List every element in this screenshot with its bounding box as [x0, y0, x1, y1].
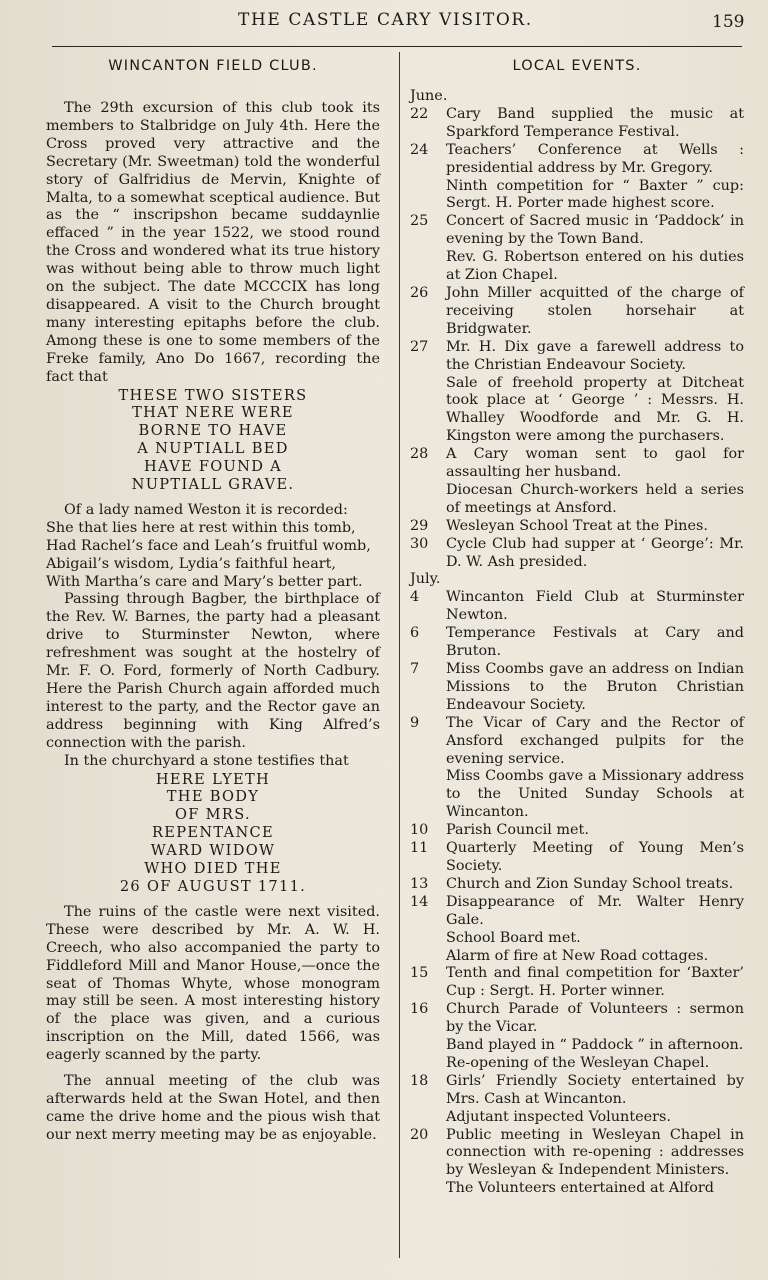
event-text: Church and Zion Sunday School treats. [446, 875, 734, 892]
right-column [410, 58, 744, 1198]
event-text: Tenth and final competition for ‘Baxter’ Cup : Sergt. H. Porter winner. [446, 965, 744, 1000]
event-text: Church Parade of Volunteers : sermon by the Vicar. [446, 1001, 744, 1036]
event-subitem: School Board met. [446, 929, 581, 946]
event-day: 18 [410, 1072, 429, 1089]
event-subitem: The Volunteers entertained at Alford [446, 1180, 714, 1197]
event-entry [410, 339, 744, 375]
churchyard-paragraph: In the churchyard a stone testifies that [64, 752, 349, 769]
event-text: Cary Band supplied the music at Sparkford Temperance Festival. [446, 105, 744, 140]
verse-line: Abigail’s wisdom, Lydia’s faithful heart, [46, 555, 337, 572]
event-text: A Cary woman sent to gaol for assaulting her husband. [446, 446, 744, 481]
event-day: 30 [410, 535, 429, 552]
event-entry [410, 1073, 744, 1109]
event-entry [410, 142, 744, 178]
june-events [410, 106, 744, 572]
event-day: 24 [410, 141, 429, 158]
inscription-line: A NUPTIALL BED [137, 440, 289, 458]
event-entry [410, 822, 744, 840]
event-subitem: Sale of freehold property at Ditcheat took place at ‘ George ’ : Messrs. H. Whalley Woodforde and Mr. G. H. Kingston were among the purchasers. [446, 374, 744, 445]
event-day: 29 [410, 517, 429, 534]
event-entry [410, 1127, 744, 1181]
inscription-line: HAVE FOUND A [143, 458, 282, 476]
event-subitem: Re-opening of the Wesleyan Chapel. [446, 1054, 710, 1071]
event-subitem: Band played in “ Paddock ” in afternoon. [446, 1037, 744, 1054]
event-day: 9 [410, 714, 420, 731]
event-day: 27 [410, 338, 429, 355]
repentance-inscription [46, 771, 380, 896]
event-text: Temperance Festivals at Cary and Bruton. [446, 625, 744, 660]
inscription-line: WHO DIED THE [144, 860, 282, 878]
event-day: 22 [410, 105, 429, 122]
inscription-line: WARD WIDOW [150, 842, 276, 860]
event-entry [410, 285, 744, 339]
event-day: 4 [410, 589, 420, 606]
annual-meeting-paragraph: The annual meeting of the club was afterwards held at the Swan Hotel, and then came the drive home and the pious wish that our next merry meeting may be as enjoyable. [46, 1073, 380, 1143]
event-text: Parish Council met. [446, 822, 589, 839]
inscription-line: BORNE TO HAVE [138, 422, 288, 440]
verse-line: With Martha’s care and Mary’s better part. [46, 573, 363, 590]
intro-paragraph: The 29th excursion of this club took its members to Stalbridge on July 4th. Here the Cross proved very attractive and the Secretary (Mr. Sweetman) told the wonderful story of Galfridius de Mervin, Knighte of Malta, to a somewhat sceptical audience. But as the “ inscripshon became suddaynlie effaced ” in the year 1522, we stood round the Cross and wondered what its true history was without being able to throw much light on the subject. The date MCCCIX has long disappeared. A visit to the Church brought many interesting epitaphs before the club. Among these is one to some members of the Freke family, Ano Do 1667, recording the fact that [46, 100, 380, 385]
event-entry [410, 213, 744, 249]
event-text: Public meeting in Wesleyan Chapel in connection with re-opening : addresses by Wesleyan & Independent Ministers. [446, 1126, 744, 1179]
june-label: June. [410, 88, 448, 104]
event-entry [410, 446, 744, 482]
event-entry [410, 715, 744, 769]
event-day: 7 [410, 661, 420, 677]
event-text: Miss Coombs gave an address on Indian Missions to the Bruton Christian Endeavour Society. [446, 661, 744, 713]
event-subitem: Rev. G. Robertson entered on his duties at Zion Chapel. [446, 249, 744, 284]
event-text: Wincanton Field Club at Sturminster Newton. [446, 589, 744, 624]
event-day: 28 [410, 446, 429, 463]
page-number: 159 [712, 12, 745, 32]
event-entry [410, 625, 744, 661]
event-entry [410, 1001, 744, 1037]
running-title: THE CASTLE CARY VISITOR. [238, 10, 533, 30]
event-text: Girls’ Friendly Society entertained by Mrs. Cash at Wincanton. [446, 1072, 744, 1107]
event-day: 16 [410, 1001, 429, 1018]
event-text: John Miller acquitted of the charge of receiving stolen horsehair at Bridgwater. [446, 284, 744, 337]
running-header [0, 10, 768, 36]
event-subitem: Adjutant inspected Volunteers. [446, 1108, 671, 1125]
july-label: July. [410, 571, 441, 588]
verse-line: Had Rachel’s face and Leah’s fruitful womb, [46, 537, 371, 554]
event-text: Teachers’ Conference at Wells : presidential address by Mr. Gregory. [446, 141, 744, 176]
event-subitem: Alarm of fire at New Road cottages. [446, 947, 709, 964]
event-text: Mr. H. Dix gave a farewell address to the Christian Endeavour Society. [446, 338, 744, 373]
inscription-line: THAT NERE WERE [132, 404, 294, 422]
event-subitem: Miss Coombs gave a Missionary address to the United Sunday Schools at Wincanton. [446, 768, 744, 821]
inscription-line: OF MRS. [175, 806, 251, 824]
event-entry [410, 589, 744, 625]
event-text: Cycle Club had supper at ‘ George’: Mr. D. W. Ash presided. [446, 535, 744, 570]
column-divider [399, 52, 400, 1258]
inscription-line: NUPTIALL GRAVE. [131, 476, 295, 494]
event-subitem: Ninth competition for “ Baxter ” cup: Sergt. H. Porter made highest score. [446, 177, 744, 212]
event-day: 15 [410, 965, 429, 982]
event-entry [410, 965, 744, 1001]
event-entry [410, 536, 744, 572]
inscription-line: HERE LYETH [155, 770, 271, 788]
event-entry [410, 840, 744, 876]
event-day: 26 [410, 284, 429, 301]
event-text: The Vicar of Cary and the Rector of Ansford exchanged pulpits for the evening service. [446, 714, 744, 767]
left-column [46, 58, 380, 1145]
field-club-heading: WINCANTON FIELD CLUB. [108, 58, 318, 74]
event-day: 25 [410, 213, 429, 230]
event-entry [410, 876, 744, 894]
event-text: Wesleyan School Treat at the Pines. [446, 517, 708, 534]
inscription-line: 26 OF AUGUST 1711. [119, 877, 307, 895]
inscription-line: THESE TWO SISTERS [118, 386, 308, 404]
event-entry [410, 894, 744, 930]
event-day: 20 [410, 1126, 429, 1143]
weston-intro: Of a lady named Weston it is recorded: [64, 501, 348, 518]
event-day: 13 [410, 875, 429, 892]
verse-line: She that lies here at rest within this tomb, [46, 519, 356, 536]
inscription-line: THE BODY [166, 788, 260, 806]
event-entry [410, 661, 744, 715]
event-day: 6 [410, 625, 420, 642]
header-rule [52, 46, 742, 47]
event-entry [410, 518, 744, 536]
weston-verse [46, 520, 380, 592]
july-events [410, 589, 744, 1198]
inscription-line: REPENTANCE [152, 824, 274, 842]
event-text: Disappearance of Mr. Walter Henry Gale. [446, 893, 744, 928]
event-day: 14 [410, 893, 429, 910]
event-entry [410, 106, 744, 142]
event-subitem: Diocesan Church-workers held a series of meetings at Ansford. [446, 481, 744, 516]
ruins-paragraph: The ruins of the castle were next visited. These were described by Mr. A. W. H. Creech, who also accompanied the party to Fiddleford Mill and Manor House,—once the seat of Thomas Whyte, whose monogram may still be seen. A most interesting history of the place was given, and a curious inscription on the Mill, dated 1566, was eagerly scanned by the party. [46, 903, 380, 1064]
event-day: 11 [410, 840, 429, 857]
bagber-paragraph: Passing through Bagber, the birthplace of the Rev. W. Barnes, the party had a pleasant drive to Sturminster Newton, where refreshment was sought at the hostelry of Mr. F. O. Ford, formerly of North Cadbury. Here the Parish Church again afforded much interest to the party, and the Rector gave an address beginning with King Alfred’s connection with the parish. [46, 591, 380, 751]
local-events-heading: LOCAL EVENTS. [512, 58, 642, 74]
event-text: Concert of Sacred music in ‘Paddock’ in evening by the Town Band. [446, 213, 744, 248]
event-day: 10 [410, 822, 429, 839]
freke-inscription [46, 387, 380, 494]
event-text: Quarterly Meeting of Young Men’s Society. [446, 840, 744, 874]
